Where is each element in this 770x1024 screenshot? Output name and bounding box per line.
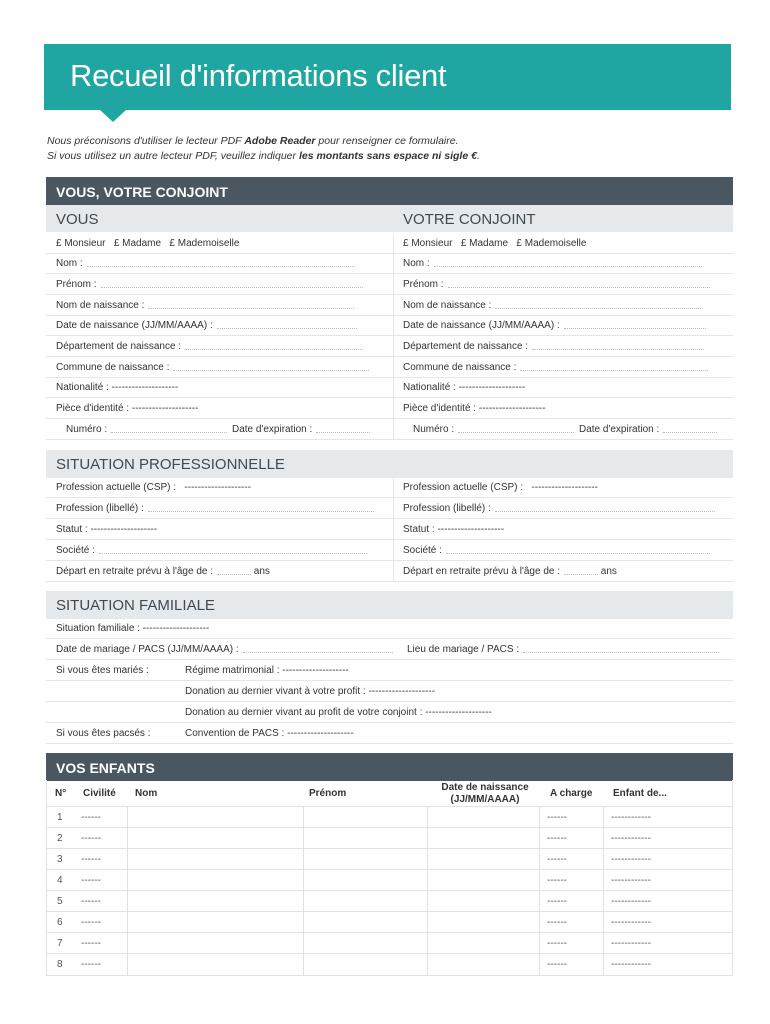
subheader-vous-conjoint <box>46 205 733 232</box>
row-civilite-select[interactable]: ------ <box>81 917 101 928</box>
row-number: 5 <box>57 896 63 907</box>
row-number: 4 <box>57 875 63 886</box>
row-civilite-select[interactable]: ------ <box>81 938 101 949</box>
col-vous-title: VOUS <box>56 211 99 228</box>
donation1-row: Donation au dernier vivant à votre profit : -------------------- <box>46 682 733 702</box>
field-input[interactable] <box>148 297 354 309</box>
donation2-select[interactable]: -------------------- <box>425 707 492 718</box>
field-input[interactable] <box>87 255 355 267</box>
retraite-input[interactable] <box>217 563 251 575</box>
header-prenom: Prénom <box>309 788 347 799</box>
page-title: Recueil d'informations client <box>70 58 447 93</box>
section-header-enfants: VOS ENFANTS <box>46 753 733 781</box>
section-header-professionnelle: SITUATION PROFESSIONNELLE <box>46 450 733 478</box>
row-civilite-select[interactable]: ------ <box>81 959 101 970</box>
row-civilite-select[interactable]: ------ <box>81 854 101 865</box>
numero-input[interactable] <box>111 421 227 433</box>
identity-field-row: Nom : Nom : <box>46 254 733 274</box>
row-civilite-select[interactable]: ------ <box>81 875 101 886</box>
societe-input[interactable] <box>99 542 367 554</box>
conjoint-expiration-input[interactable] <box>663 421 717 433</box>
field-input[interactable] <box>173 359 369 371</box>
col-line <box>603 807 604 975</box>
conjoint-numero-input[interactable] <box>458 421 574 433</box>
table-row <box>47 807 732 828</box>
conjoint-field-input[interactable] <box>564 317 706 329</box>
header-civilite: Civilité <box>83 788 116 799</box>
conjoint-statut-select[interactable]: -------------------- <box>437 524 505 535</box>
row-enfant-select[interactable]: ------------ <box>611 875 651 886</box>
column-divider-pro <box>393 478 394 582</box>
col-line <box>539 807 540 975</box>
row-civilite-select[interactable]: ------ <box>81 812 101 823</box>
conjoint-field-input[interactable] <box>532 338 704 350</box>
row-civilite-select[interactable]: ------ <box>81 896 101 907</box>
row-enfant-select[interactable]: ------------ <box>611 959 651 970</box>
row-number: 1 <box>57 812 63 823</box>
row-enfant-select[interactable]: ------------ <box>611 812 651 823</box>
table-row <box>47 870 732 891</box>
row-charge-select[interactable]: ------ <box>547 812 567 823</box>
row-number: 7 <box>57 938 63 949</box>
checkbox-monsieur[interactable]: £ Monsieur <box>56 238 106 249</box>
col-line <box>427 807 428 975</box>
col-line <box>303 807 304 975</box>
identity-field-row: Commune de naissance : Commune de naissance : <box>46 358 733 378</box>
convention-row: Si vous êtes pacsés : Convention de PACS : -------------------- <box>46 724 733 744</box>
row-enfant-select[interactable]: ------------ <box>611 896 651 907</box>
identity-field-row: Nom de naissance : Nom de naissance : <box>46 296 733 316</box>
row-number: 6 <box>57 917 63 928</box>
regime-select[interactable]: -------------------- <box>282 665 349 676</box>
situation-familiale-row: Situation familiale : -------------------- <box>46 619 733 639</box>
table-row <box>47 891 732 912</box>
table-row <box>47 954 732 975</box>
retraite-row: Départ en retraite prévu à l'âge de : ans Départ en retraite prévu à l'âge de : ans <box>46 562 733 582</box>
checkbox-conjoint-mademoiselle[interactable]: £ Mademoiselle <box>516 238 587 249</box>
row-charge-select[interactable]: ------ <box>547 938 567 949</box>
checkbox-mademoiselle[interactable]: £ Mademoiselle <box>169 238 240 249</box>
conjoint-piece-identite-select[interactable]: -------------------- <box>478 403 546 414</box>
row-number: 3 <box>57 854 63 865</box>
conjoint-nationalite-select[interactable]: -------------------- <box>458 382 526 393</box>
header-enfant-de: Enfant de... <box>613 788 667 799</box>
header-date: Date de naissance (JJ/MM/AAAA) <box>441 782 529 805</box>
row-charge-select[interactable]: ------ <box>547 875 567 886</box>
header-num: N° <box>55 788 67 799</box>
conjoint-field-input[interactable] <box>495 297 701 309</box>
nationalite-select[interactable]: -------------------- <box>111 382 179 393</box>
row-charge-select[interactable]: ------ <box>547 896 567 907</box>
identity-field-row: Prénom : Prénom : <box>46 275 733 295</box>
header-charge: A charge <box>550 788 593 799</box>
checkbox-conjoint-monsieur[interactable]: £ Monsieur <box>403 238 453 249</box>
header-nom: Nom <box>135 788 158 799</box>
field-input[interactable] <box>217 317 357 329</box>
col-line <box>127 807 128 975</box>
regime-row: Si vous êtes mariés : Régime matrimonial : -------------------- <box>46 661 733 681</box>
intro-text: Nous préconisons d'utiliser le lecteur PDF Adobe Reader pour renseigner ce formulaire. Si vous utilisez un autre lecteur PDF, veuillez indiquer les montants sans espace ni sigle €. <box>47 135 480 162</box>
title-banner <box>44 44 731 110</box>
piece-identite-select[interactable]: -------------------- <box>131 403 199 414</box>
expiration-input[interactable] <box>316 421 370 433</box>
checkbox-madame[interactable]: £ Madame <box>113 238 162 249</box>
column-divider <box>393 234 394 440</box>
row-charge-select[interactable]: ------ <box>547 959 567 970</box>
row-enfant-select[interactable]: ------------ <box>611 854 651 865</box>
row-number: 8 <box>57 959 63 970</box>
enfants-table <box>46 780 733 976</box>
table-row <box>47 912 732 933</box>
date-mariage-row: Date de mariage / PACS (JJ/MM/AAAA) : Lieu de mariage / PACS : <box>46 640 733 660</box>
row-enfant-select[interactable]: ------------ <box>611 833 651 844</box>
banner-notch <box>100 110 126 122</box>
row-charge-select[interactable]: ------ <box>547 854 567 865</box>
field-input[interactable] <box>101 276 363 288</box>
table-row <box>47 849 732 870</box>
profession-csp-row: Profession actuelle (CSP) : -------------------- Profession actuelle (CSP) : -------------------- <box>46 478 733 498</box>
table-row <box>47 933 732 954</box>
table-header <box>47 780 732 807</box>
conjoint-profession-libelle-input[interactable] <box>495 500 715 512</box>
statut-row: Statut : -------------------- Statut : -------------------- <box>46 520 733 540</box>
profession-csp-select[interactable]: -------------------- <box>184 482 252 493</box>
donation1-select[interactable]: -------------------- <box>368 686 436 697</box>
date-mariage-input[interactable] <box>243 641 393 653</box>
numero-row: Numéro : Date d'expiration : Numéro : Date d'expiration : <box>46 420 733 440</box>
convention-select[interactable]: -------------------- <box>287 728 354 739</box>
section-header-familiale: SITUATION FAMILIALE <box>46 591 733 619</box>
si-pacses-label: Si vous êtes pacsés : <box>56 728 151 739</box>
donation2-row: Donation au dernier vivant au profit de votre conjoint : -------------------- <box>46 703 733 723</box>
row-charge-select[interactable]: ------ <box>547 917 567 928</box>
row-enfant-select[interactable]: ------------ <box>611 938 651 949</box>
conjoint-field-input[interactable] <box>434 255 702 267</box>
si-maries-label: Si vous êtes mariés : <box>56 665 149 676</box>
nationalite-row: Nationalité : -------------------- Nationalité : -------------------- <box>46 378 733 398</box>
conjoint-retraite-input[interactable] <box>564 563 598 575</box>
section-header-vous-conjoint: VOUS, VOTRE CONJOINT <box>46 177 733 205</box>
conjoint-profession-csp-select[interactable]: -------------------- <box>531 482 599 493</box>
row-enfant-select[interactable]: ------------ <box>611 917 651 928</box>
identity-field-row: Date de naissance (JJ/MM/AAAA) : Date de naissance (JJ/MM/AAAA) : <box>46 316 733 336</box>
profession-libelle-input[interactable] <box>148 500 374 512</box>
profession-libelle-row: Profession (libellé) : Profession (libellé) : <box>46 499 733 519</box>
conjoint-field-input[interactable] <box>448 276 710 288</box>
col-conjoint-title: VOTRE CONJOINT <box>403 211 536 228</box>
societe-row: Société : Société : <box>46 541 733 561</box>
field-input[interactable] <box>185 338 363 350</box>
situation-familiale-select[interactable]: -------------------- <box>142 623 210 634</box>
row-civilite-select[interactable]: ------ <box>81 833 101 844</box>
civilite-row <box>46 234 733 254</box>
conjoint-societe-input[interactable] <box>446 542 710 554</box>
checkbox-conjoint-madame[interactable]: £ Madame <box>460 238 509 249</box>
conjoint-field-input[interactable] <box>520 359 708 371</box>
lieu-mariage-input[interactable] <box>523 641 719 653</box>
identity-field-row: Département de naissance : Département de naissance : <box>46 337 733 357</box>
statut-select[interactable]: -------------------- <box>90 524 158 535</box>
row-number: 2 <box>57 833 63 844</box>
table-row <box>47 828 732 849</box>
row-charge-select[interactable]: ------ <box>547 833 567 844</box>
piece-identite-row: Pièce d'identité : -------------------- Pièce d'identité : -------------------- <box>46 399 733 419</box>
